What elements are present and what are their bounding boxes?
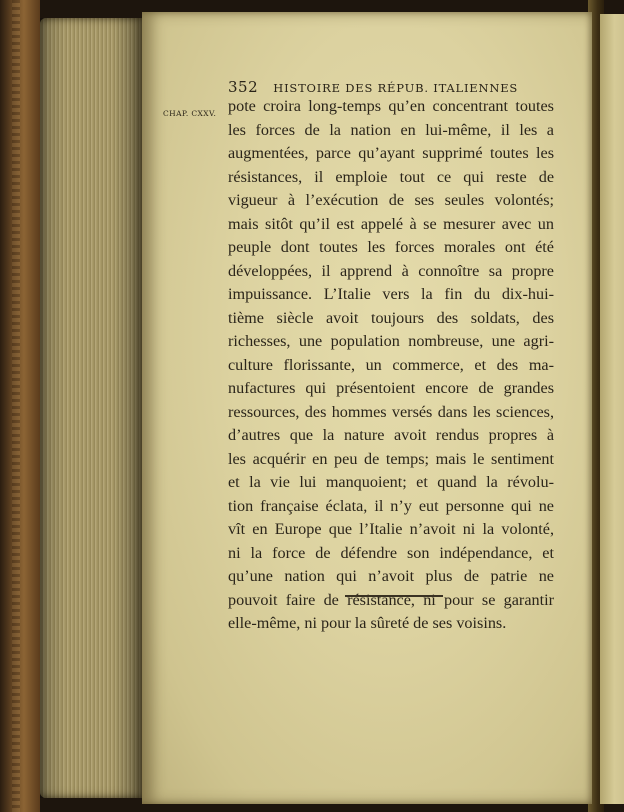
- text-line: développées, il apprend à connoître sa propre: [228, 261, 554, 280]
- text-line: tième siècle avoit toujours des soldats, des: [228, 308, 554, 327]
- page-edges-stack: [40, 18, 144, 798]
- page-number: 352: [228, 78, 259, 96]
- end-rule-divider: [345, 595, 443, 597]
- text-line: tion française éclata, il n’y eut personne qui ne: [228, 496, 554, 515]
- text-line: les forces de la nation en lui-même, il les a: [228, 120, 554, 139]
- running-title: HISTOIRE DES RÉPUB. ITALIENNES: [273, 81, 519, 95]
- text-line: ressources, des hommes versés dans les sciences,: [228, 402, 554, 421]
- text-line: impuissance. L’Italie vers la fin du dix-hui-: [228, 285, 554, 303]
- text-line: vigueur à l’exécution de ses seules volontés;: [228, 191, 554, 209]
- text-line: culture florissante, un commerce, et des ma-: [228, 355, 554, 374]
- text-line: nufactures qui présentoient encore de grandes: [228, 379, 554, 397]
- text-line: résistances, il emploie tout ce qui reste de: [228, 167, 554, 186]
- text-line: d’autres que la nature avoit rendus propres à: [228, 426, 554, 444]
- text-line: qu’une nation qui n’avoit plus de patrie ne: [228, 567, 554, 585]
- text-line: peuple dont toutes les forces morales ont été: [228, 238, 554, 256]
- text-line: augmentées, parce qu’ayant supprimé toutes les: [228, 144, 554, 162]
- facing-page-edge: [600, 14, 624, 804]
- text-line: elle-même, ni pour la sûreté de ses voisins.: [228, 614, 507, 632]
- text-line: pouvoit faire de résistance, ni pour se garantir: [228, 590, 554, 609]
- text-line: vît en Europe que l’Italie n’avoit ni la volonté,: [228, 520, 554, 538]
- text-line: les acquérir en peu de temps; mais le sentiment: [228, 449, 554, 468]
- text-line: ni la force de défendre son indépendance, et: [228, 543, 554, 562]
- body-text: [228, 95, 554, 636]
- text-line: pote croira long-temps qu’en concentrant toutes: [228, 97, 554, 115]
- text-line: mais sitôt qu’il est appelé à se mesurer avec un: [228, 214, 554, 233]
- running-head: [228, 77, 528, 96]
- book-cover-edge: [0, 0, 40, 812]
- text-line: richesses, une population nombreuse, une agri-: [228, 332, 554, 350]
- text-line: et la vie lui manquoient; et quand la révolu-: [228, 473, 554, 491]
- chapter-marginal-label: CHAP. CXXV.: [163, 109, 217, 118]
